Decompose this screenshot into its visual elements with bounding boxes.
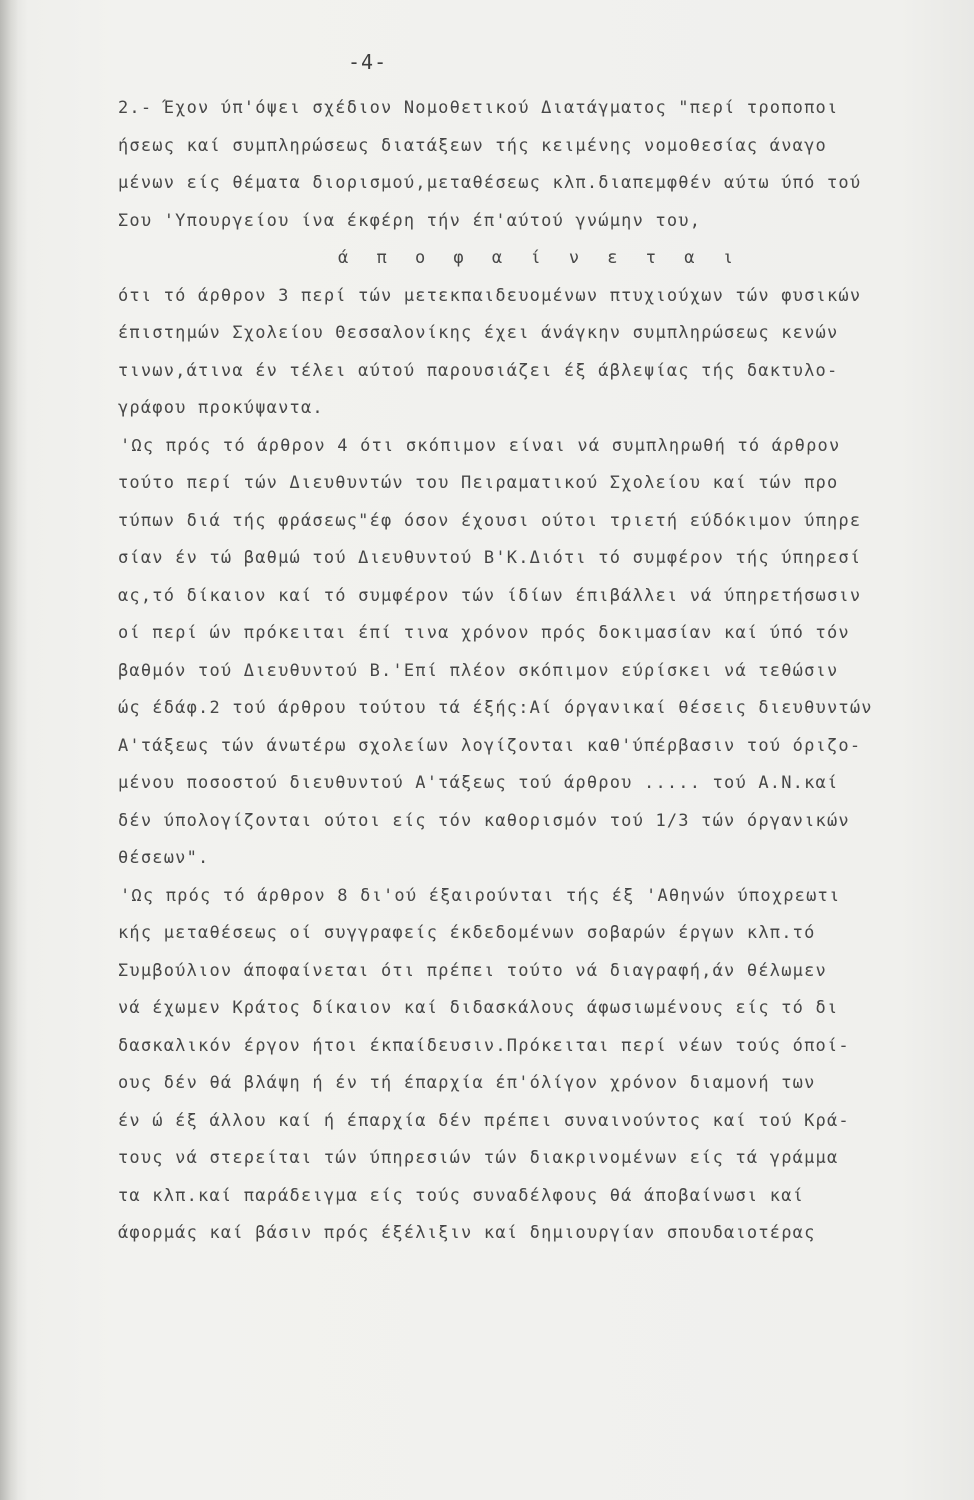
text-line: Σου 'Υπουργείου ίνα έκφέρη τήν έπ'αύτού γνώμην του, [118, 210, 702, 231]
text-line: μένων είς θέματα διορισμού,μεταθέσεως κλπ.διαπεμφθέν αύτω ύπό τού [118, 173, 862, 193]
heading-apofainetai: ά π ο φ α ί ν ε τ α ι [338, 248, 742, 268]
text-line: ους δέν θά βλάψη ή έν τή έπαρχία έπ'όλίγον χρόνον διαμονή των [118, 1073, 816, 1093]
text-line: οί περί ών πρόκειται έπί τινα χρόνον πρός δοκιμασίαν καί ύπό τόν [118, 623, 850, 643]
text-line: 'Ως πρός τό άρθρον 8 δι'ού έξαιρούνται τής έξ 'Αθηνών ύποχρεωτι [120, 885, 841, 906]
text-line: νά έχωμεν Κράτος δίκαιον καί διδασκάλους άφωσιωμένους είς τό δι [118, 998, 839, 1018]
document-body [118, 90, 958, 1253]
text-line: κής μεταθέσεως οί συγγραφείς έκδεδομένων σοβαρών έργων κλπ.τό [118, 923, 816, 943]
text-line: τινων,άτινα έν τέλει αύτού παρουσιάζει έξ άβλεψίας τής δακτυλο- [118, 360, 839, 381]
text-line: τους νά στερείται τών ύπηρεσιών τών διακρινομένων είς τά γράμμα [118, 1148, 839, 1168]
text-line: Συμβούλιον άποφαίνεται ότι πρέπει τούτο νά διαγραφή,άν θέλωμεν [118, 960, 827, 981]
text-line: σίαν έν τώ βαθμώ τού Διευθυντού Β'Κ.Διότι τό συμφέρον τής ύπηρεσί [118, 548, 862, 568]
text-line: ας,τό δίκαιον καί τό συμφέρον τών ίδίων έπιβάλλει νά ύπηρετήσωσιν [118, 585, 862, 606]
text-line: βαθμόν τού Διευθυντού Β.'Επί πλέον σκόπιμον εύρίσκει νά τεθώσιν [118, 660, 839, 681]
text-line: ήσεως καί συμπληρώσεως διατάξεων τής κειμένης νομοθεσίας άναγο [118, 135, 827, 156]
text-line: ώς έδάφ.2 τού άρθρου τούτου τά έξής:Αί όργανικαί θέσεις διευθυντών [118, 698, 873, 718]
text-line: Α'τάξεως τών άνωτέρω σχολείων λογίζονται καθ'ύπέρβασιν τού όριζο- [118, 735, 862, 756]
text-line: 2.- Έχον ύπ'όψει σχέδιον Νομοθετικού Διατάγματος "περί τροποποι [118, 98, 839, 118]
text-line: τα κλπ.καί παράδειγμα είς τούς συναδέλφους θά άποβαίνωσι καί [118, 1185, 805, 1206]
text-line: ότι τό άρθρον 3 περί τών μετεκπαιδευομένων πτυχιούχων τών φυσικών [118, 285, 862, 306]
text-line: έπιστημών Σχολείου Θεσσαλονίκης έχει άνάγκην συμπληρώσεως κενών [118, 323, 839, 343]
text-line: 'Ως πρός τό άρθρον 4 ότι σκόπιμον είναι νά συμπληρωθή τό άρθρον [120, 435, 841, 456]
text-line: τούτο περί τών Διευθυντών του Πειραματικού Σχολείου καί τών προ [118, 473, 839, 493]
text-line: μένου ποσοστού διευθυντού Α'τάξεως τού άρθρου ..... τού Α.Ν.καί [118, 773, 839, 793]
text-line: άφορμάς καί βάσιν πρός έξέλιξιν καί δημιουργίαν σπουδαιοτέρας [118, 1223, 816, 1243]
binding-shadow [0, 0, 18, 1500]
text-line: γράφου προκύψαντα. [118, 398, 324, 418]
text-line: δασκαλικόν έργον ήτοι έκπαίδευσιν.Πρόκειται περί νέων τούς όποί- [118, 1035, 850, 1056]
text-line: δέν ύπολογίζονται ούτοι είς τόν καθορισμόν τού 1/3 τών όργανικών [118, 810, 850, 831]
page-number: -4- [348, 50, 388, 74]
text-line: έν ώ έξ άλλου καί ή έπαρχία δέν πρέπει συναινούντος καί τού Κρά- [118, 1110, 850, 1131]
text-line: τύπων διά τής φράσεως"έφ όσον έχουσι ούτοι τριετή εύδόκιμον ύπηρε [118, 510, 862, 531]
text-line: θέσεων". [118, 848, 210, 868]
